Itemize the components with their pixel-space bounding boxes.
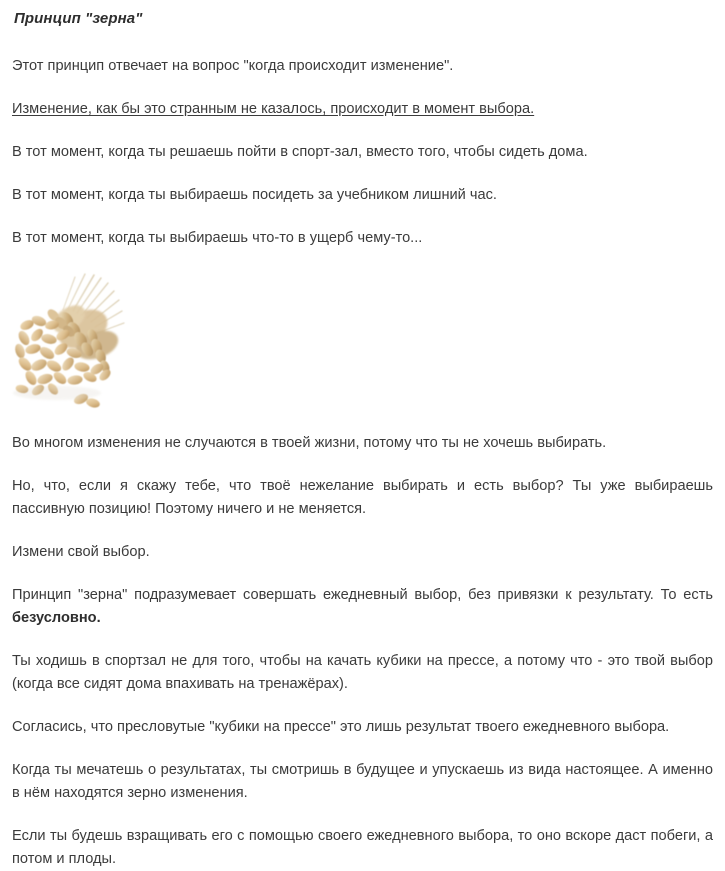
paragraph-growing-seed: Если ты будешь взращивать его с помощью своего ежедневного выбора, то оно вскоре даст побеги, а потом и плоды.	[12, 828, 713, 867]
paragraph-moment-tradeoff: В тот момент, когда ты выбираешь что-то в ущерб чему-то...	[12, 230, 423, 246]
figure-wheat	[0, 269, 725, 412]
paragraph-changes-not-happening: Во многом изменения не случаются в твоей жизни, потому что ты не хочешь выбирать.	[12, 435, 607, 451]
paragraph-abs-result: Согласись, что пресловутые "кубики на прессе" это лишь результат твоего ежедневного выбора.	[12, 719, 670, 735]
paragraph-grain-principle-text: Принцип "зерна" подразумевает совершать ежедневный выбор, без привязки к результату. То есть	[12, 587, 713, 603]
paragraph-moment-study: В тот момент, когда ты выбираешь посидеть за учебником лишний час.	[12, 187, 497, 203]
paragraph-change-your-choice: Измени свой выбор.	[12, 544, 150, 560]
paragraph-key-statement: Изменение, как бы это странным не казалось, происходит в момент выбора.	[12, 101, 535, 117]
paragraph-passive-choice: Но, что, если я скажу тебе, что твоё нежелание выбирать и есть выбор? Ты уже выбираешь пассивную позицию! Поэтому ничего и не меняется.	[12, 478, 713, 517]
paragraph-moment-gym: В тот момент, когда ты решаешь пойти в спорт-зал, вместо того, чтобы сидеть дома.	[12, 144, 588, 160]
paragraph-gym-reason: Ты ходишь в спортзал не для того, чтобы на качать кубики на прессе, а потому что - это твой выбор (когда все сидят дома впахивать на тренажёрах).	[12, 653, 713, 692]
emphasis-unconditionally: безусловно.	[12, 610, 101, 626]
paragraph-grain-principle	[0, 584, 725, 630]
wheat-grains-photo	[11, 269, 127, 412]
paragraph-dreaming-future: Когда ты мечатешь о результатах, ты смотришь в будущее и упускаешь из вида настоящее. А именно в нём находятся зерно изменения.	[12, 762, 713, 801]
page-title: Принцип "зерна"	[14, 10, 143, 27]
paragraph-intro: Этот принцип отвечает на вопрос "когда происходит изменение".	[12, 58, 454, 74]
